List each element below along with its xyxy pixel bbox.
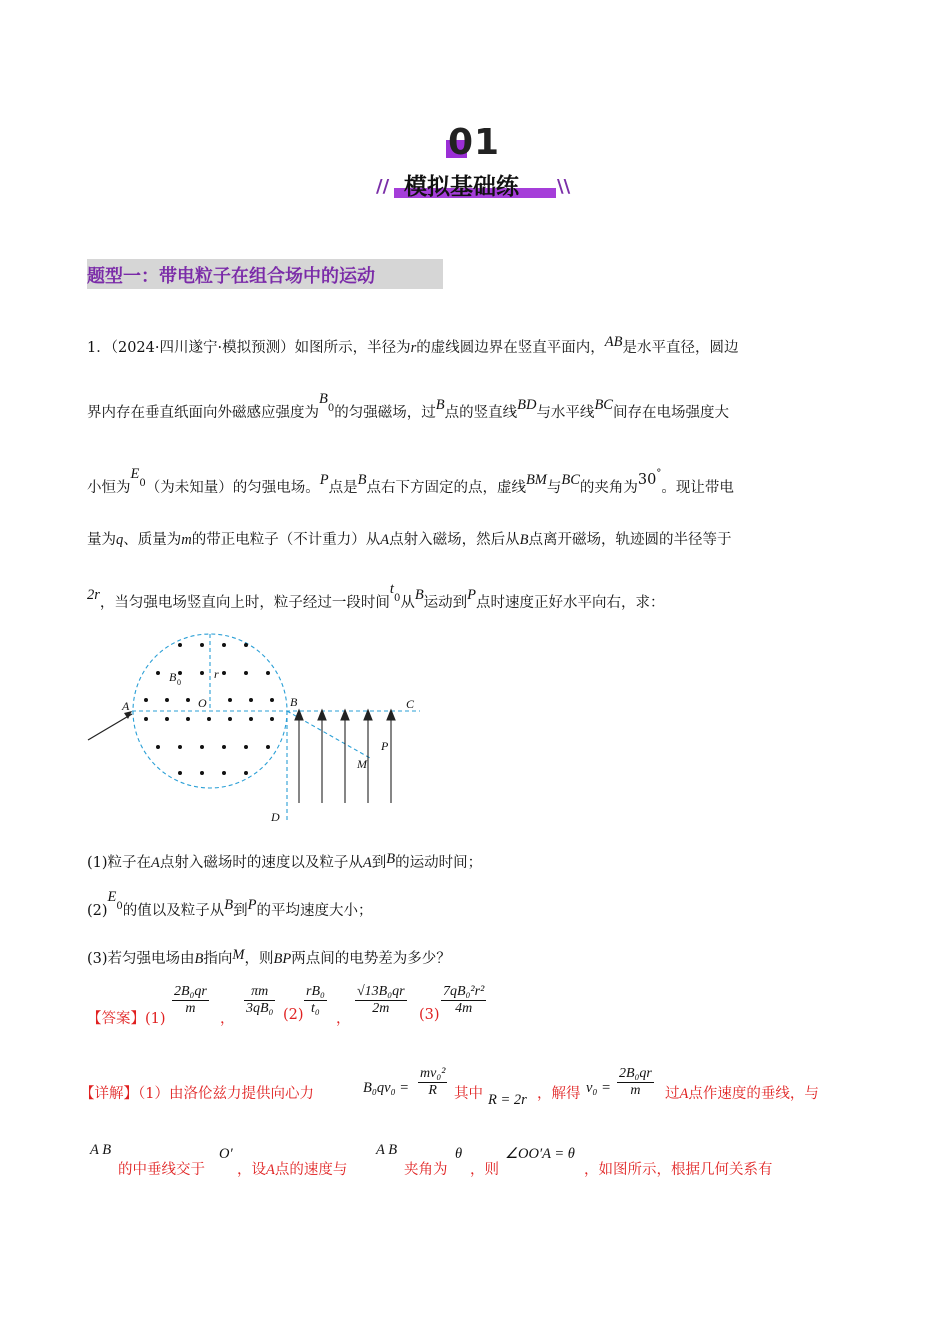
answer-frac-3: $\frac{\text{rB₀}}{\text{t₀}}$ (306, 984, 325, 1016)
label-r: r (214, 667, 219, 681)
problem-line-2: 界内存在垂直纸面向外磁感应强度为$B_0$的匀强磁场，过B点的竖直线BD与水平线BC间存在电场强度大 (87, 391, 729, 421)
section-title: 题型一：带电粒子在组合场中的运动 (87, 266, 375, 287)
answer-comma-1: ， (220, 1011, 235, 1027)
problem-line-3: 小恒为$E_0$（为未知量）的匀强电场。P点是B点右下方固定的点，虚线BM与BC的夹角为30°。现让带电 (87, 466, 734, 496)
detail-text-l2e: ，则 (470, 1162, 499, 1178)
label-A: A (122, 699, 130, 713)
detail-eq-1-left: B₀qv₀ = (363, 1080, 410, 1096)
answer-part-3: (3) (419, 1007, 440, 1023)
detail-text-c: ，解得 (537, 1086, 581, 1102)
detail-eq-3-frac: $\frac{\text{2B₀qr}}{m}$ (619, 1066, 652, 1098)
answer-label: 【答案】(1) (87, 1011, 166, 1027)
answer-frac-4: $\frac{\text{√13B₀qr}}{2m}$ (357, 984, 405, 1016)
answer-comma-2: ， (336, 1011, 351, 1027)
label-B0: B (169, 670, 177, 684)
question-2: $(2)E_0$的值以及粒子从B到P的平均速度大小； (87, 889, 373, 919)
label-M: M (357, 757, 367, 771)
label-B0-subscript: 0 (177, 678, 181, 687)
answer-frac-5: $\frac{\text{7qB₀²r²}}{4m}$ (443, 984, 485, 1016)
detail-O-prime: O′ (219, 1146, 233, 1162)
problem-line-4: 量为q、质量为m的带正电粒子（不计重力）从A点射入磁场，然后从B点离开磁场，轨迹圆的半径等于 (87, 532, 732, 548)
label-P: P (381, 739, 389, 753)
header-title: 模拟基础练 (404, 174, 519, 200)
section-banner (87, 259, 443, 289)
detail-text-d: 过A点作速度的垂线，与 (665, 1086, 819, 1102)
answer-frac-2: $\frac{\pi m}{\text{3qB₀}}$ (246, 984, 274, 1016)
detail-text-l2f: ，如图所示，根据几何关系有 (584, 1162, 773, 1178)
detail-eq-3-left: v₀ = (586, 1080, 611, 1096)
label-D: D (271, 810, 280, 824)
detail-text-b: 其中 (454, 1086, 483, 1102)
detail-text-l2d: 夹角为 (404, 1162, 448, 1178)
detail-text-l2b: ，设A点的速度与 (237, 1162, 348, 1178)
detail-angle-eq: ∠OO′A = θ (505, 1146, 575, 1162)
answer-frac-1: $\frac{\text{2B₀qr}}{m}$ (174, 984, 207, 1016)
detail-eq-1-frac: $\frac{\text{mv₀²}}{R}$ (420, 1066, 446, 1098)
electric-field-lines (295, 710, 395, 803)
question-3: (3)若匀强电场由B指向M，则BP两点间的电势差为多少？ (87, 947, 451, 967)
magnetic-field-dots (144, 643, 274, 775)
incident-velocity-arrow (88, 714, 132, 740)
label-B: B (290, 695, 298, 709)
detail-AB-2: A B (376, 1142, 398, 1158)
header-left-deco: // (376, 176, 390, 197)
label-C: C (406, 697, 415, 711)
problem-line-5: 2r，当匀强电场竖直向上时，粒子经过一段时间$t_0$从B运动到P点时速度正好水平向右，求： (87, 581, 665, 611)
header-right-deco: \\ (557, 176, 571, 197)
label-O: O (198, 696, 207, 710)
question-1: (1)粒子在A点射入磁场时的速度以及粒子从A到B的运动时间； (87, 851, 483, 871)
detail-eq-2: R = 2r (488, 1092, 527, 1108)
answer-part-2: (2) (283, 1007, 304, 1023)
problem-line-1: 1．（2024·四川遂宁·模拟预测）如图所示，半径为r的虚线圆边界在竖直平面内，AB是水平直径，圆边 (87, 334, 739, 356)
detail-theta: θ (455, 1146, 463, 1162)
detail-AB-1: A B (90, 1142, 112, 1158)
header-number: 01 (448, 122, 501, 163)
detail-text-l2a: 的中垂线交于 (118, 1162, 205, 1178)
physics-figure (80, 628, 430, 828)
detail-line-1: 【详解】（1）由洛伦兹力提供向心力 (80, 1086, 314, 1102)
